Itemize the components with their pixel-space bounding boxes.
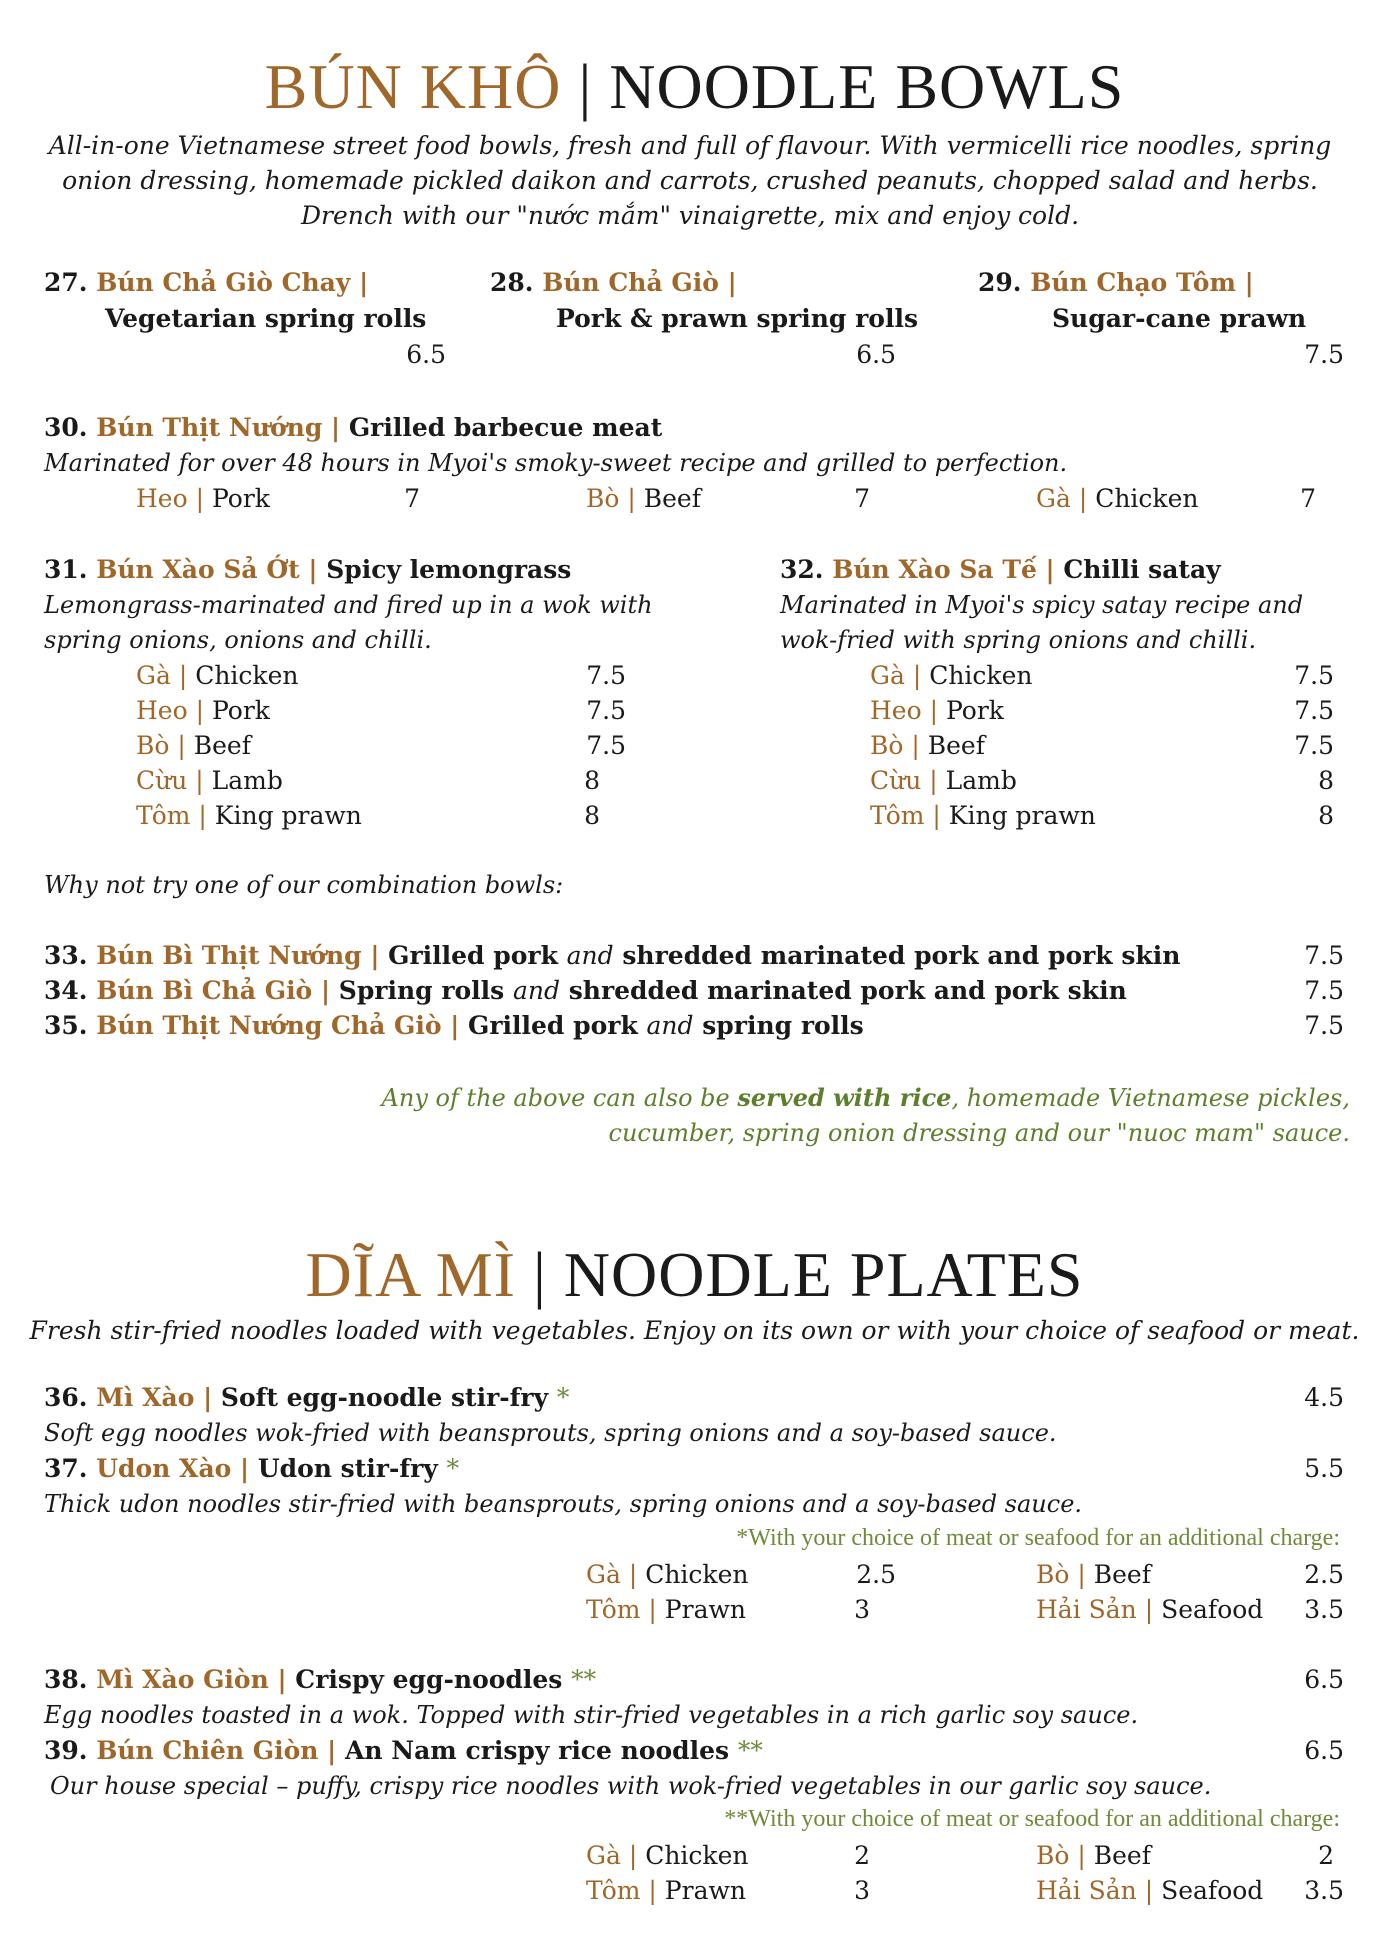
item-viet-name: Bún Thịt Nướng Chả Giò | <box>96 1011 460 1040</box>
asterisk-mark: * <box>556 1383 570 1412</box>
title-viet: BÚN KHÔ <box>264 51 562 122</box>
item-english-name: Chilli satay <box>1063 555 1221 584</box>
option-row: Heo | Pork <box>136 484 270 513</box>
menu-item-37: 37. Udon Xào | Udon stir-fry * <box>44 1454 460 1483</box>
menu-item-30: 30. Bún Thịt Nướng | Grilled barbecue meat <box>44 413 663 442</box>
option-row: Tôm | King prawn <box>870 801 1096 830</box>
option-price: 7 <box>404 484 420 513</box>
menu-item-35: 35. Bún Thịt Nướng Chả Giò | Grilled pork and spring rolls <box>44 1011 864 1040</box>
option-price: 7.5 <box>1294 661 1334 690</box>
item-32-description: wok-fried with spring onions and chilli. <box>780 626 1257 654</box>
item-viet-name: Bún Chiên Giòn | <box>96 1736 337 1765</box>
menu-item-33: 33. Bún Bì Thịt Nướng | Grilled pork and shredded marinated pork and pork skin <box>44 941 1181 970</box>
item-35-price: 7.5 <box>1304 1011 1344 1040</box>
item-31-description: Lemongrass-marinated and fired up in a wok with <box>44 591 653 619</box>
menu-item-31: 31. Bún Xào Sả Ớt | Spicy lemongrass <box>44 555 572 584</box>
item-viet-name: Mì Xào Giòn | <box>96 1665 287 1694</box>
option-row: Cừu | Lamb <box>870 766 1017 795</box>
item-viet-name: Bún Xào Sa Tế | <box>832 555 1055 584</box>
combo-intro: Why not try one of our combination bowls: <box>44 871 564 899</box>
item-english-name: Grilled barbecue meat <box>348 413 663 442</box>
option-price: 7.5 <box>586 696 626 725</box>
title-separator: | <box>532 1239 547 1310</box>
item-english-name: Spicy lemongrass <box>326 555 572 584</box>
title-english: NOODLE PLATES <box>563 1239 1084 1310</box>
item-viet-name: Bún Xào Sả Ớt | <box>96 555 318 584</box>
menu-item-27: 27. Bún Chả Giò Chay | <box>44 268 369 297</box>
option-price: 7.5 <box>1294 731 1334 760</box>
menu-item-32: 32. Bún Xào Sa Tế | Chilli satay <box>780 555 1221 584</box>
option-row: Bò | Beef <box>136 731 251 760</box>
option-price: 7 <box>854 484 870 513</box>
extra-row: Gà | Chicken <box>586 1560 749 1589</box>
section-title-noodle-plates <box>0 1238 1389 1312</box>
item-viet-name: Udon Xào | <box>96 1454 250 1483</box>
extra-price: 2.5 <box>856 1560 896 1589</box>
option-price: 8 <box>584 766 600 795</box>
item-viet-name: Mì Xào | <box>96 1383 213 1412</box>
option-price: 7.5 <box>586 661 626 690</box>
option-row: Tôm | King prawn <box>136 801 362 830</box>
option-price: 8 <box>584 801 600 830</box>
item-viet-name: Bún Chả Giò Chay | <box>96 268 369 297</box>
option-price: 7.5 <box>1294 696 1334 725</box>
item-viet-name: Bún Chả Giò | <box>542 268 737 297</box>
item-33-price: 7.5 <box>1304 941 1344 970</box>
item-29-price: 7.5 <box>1304 340 1344 369</box>
item-29-english: Sugar-cane prawn <box>1052 304 1307 333</box>
menu-item-29: 29. Bún Chạo Tôm | <box>978 268 1254 297</box>
item-38-description: Egg noodles toasted in a wok. Topped with stir-fried vegetables in a rich garlic soy sauce. <box>44 1701 1139 1729</box>
menu-item-39: 39. Bún Chiên Giòn | An Nam crispy rice noodles ** <box>44 1736 763 1765</box>
item-28-price: 6.5 <box>856 340 896 369</box>
item-viet-name: Bún Thịt Nướng | <box>96 413 341 442</box>
extra-row: Hải Sản | Seafood <box>1036 1595 1264 1624</box>
item-39-price: 6.5 <box>1304 1736 1344 1765</box>
option-row: Gà | Chicken <box>1036 484 1199 513</box>
item-36-price: 4.5 <box>1304 1383 1344 1412</box>
item-27-price: 6.5 <box>406 340 446 369</box>
extra-price: 3.5 <box>1304 1876 1344 1905</box>
extra-row: Hải Sản | Seafood <box>1036 1876 1264 1905</box>
option-row: Bò | Beef <box>586 484 701 513</box>
extra-row: Bò | Beef <box>1036 1841 1151 1870</box>
option-row: Heo | Pork <box>136 696 270 725</box>
menu-item-36: 36. Mì Xào | Soft egg-noodle stir-fry * <box>44 1383 570 1412</box>
extra-row: Bò | Beef <box>1036 1560 1151 1589</box>
extra-price: 2 <box>854 1841 870 1870</box>
extra-price: 2 <box>1318 1841 1334 1870</box>
menu-item-38: 38. Mì Xào Giòn | Crispy egg-noodles ** <box>44 1665 597 1694</box>
item-31-description: spring onions, onions and chilli. <box>44 626 432 654</box>
option-row: Gà | Chicken <box>870 661 1033 690</box>
item-36-description: Soft egg noodles wok-fried with beansprouts, spring onions and a soy-based sauce. <box>44 1419 1057 1447</box>
option-row: Cừu | Lamb <box>136 766 283 795</box>
menu-item-28: 28. Bún Chả Giò | <box>490 268 737 297</box>
item-37-description: Thick udon noodles stir-fried with beansprouts, spring onions and a soy-based sauce. <box>44 1490 1083 1518</box>
asterisk-mark: ** <box>571 1665 597 1694</box>
extras-note: **With your choice of meat or seafood for an additional charge: <box>724 1806 1340 1832</box>
extra-row: Gà | Chicken <box>586 1841 749 1870</box>
option-price: 8 <box>1318 801 1334 830</box>
extra-row: Tôm | Prawn <box>586 1876 746 1905</box>
item-viet-name: Bún Chạo Tôm | <box>1030 268 1254 297</box>
section-intro: All-in-one Vietnamese street food bowls, fresh and full of flavour. With vermicelli rice noodles, spring onion dressing, homemade pickled daikon and carrots, crushed peanuts, chopped salad and herbs. Drench with our "nước mắm" vinaigrette, mix and enjoy cold. <box>48 131 1332 230</box>
asterisk-mark: * <box>446 1454 460 1483</box>
item-viet-name: Bún Bì Thịt Nướng | <box>96 941 380 970</box>
asterisk-mark: ** <box>737 1736 763 1765</box>
item-32-description: Marinated in Myoi's spicy satay recipe and <box>780 591 1304 619</box>
section-intro: Fresh stir-fried noodles loaded with vegetables. Enjoy on its own or with your choice of seafood or meat. <box>29 1316 1360 1345</box>
extra-price: 3.5 <box>1304 1595 1344 1624</box>
item-viet-name: Bún Bì Chả Giò | <box>96 976 331 1005</box>
item-27-english: Vegetarian spring rolls <box>105 304 427 333</box>
option-row: Heo | Pork <box>870 696 1004 725</box>
option-price: 8 <box>1318 766 1334 795</box>
rice-note: Any of the above can also be served with rice, homemade Vietnamese pickles, cucumber, spring onion dressing and our "nuoc mam" sauce. <box>381 1083 1350 1147</box>
item-28-english: Pork & prawn spring rolls <box>556 304 919 333</box>
section-title-noodle-bowls <box>0 50 1389 124</box>
item-39-description: Our house special – puffy, crispy rice noodles with wok-fried vegetables in our garlic soy sauce. <box>50 1772 1212 1800</box>
extra-price: 3 <box>854 1595 870 1624</box>
extra-row: Tôm | Prawn <box>586 1595 746 1624</box>
option-row: Bò | Beef <box>870 731 985 760</box>
option-row: Gà | Chicken <box>136 661 299 690</box>
title-viet: DĨA MÌ <box>305 1239 516 1310</box>
extras-note: *With your choice of meat or seafood for an additional charge: <box>736 1525 1340 1551</box>
item-38-price: 6.5 <box>1304 1665 1344 1694</box>
option-price: 7 <box>1300 484 1316 513</box>
extra-price: 3 <box>854 1876 870 1905</box>
menu-item-34: 34. Bún Bì Chả Giò | Spring rolls and shredded marinated pork and pork skin <box>44 976 1127 1005</box>
extra-price: 2.5 <box>1304 1560 1344 1589</box>
title-separator: | <box>578 51 593 122</box>
item-34-price: 7.5 <box>1304 976 1344 1005</box>
option-price: 7.5 <box>586 731 626 760</box>
item-37-price: 5.5 <box>1304 1454 1344 1483</box>
item-30-description: Marinated for over 48 hours in Myoi's smoky-sweet recipe and grilled to perfection. <box>44 449 1068 477</box>
title-english: NOODLE BOWLS <box>609 51 1125 122</box>
